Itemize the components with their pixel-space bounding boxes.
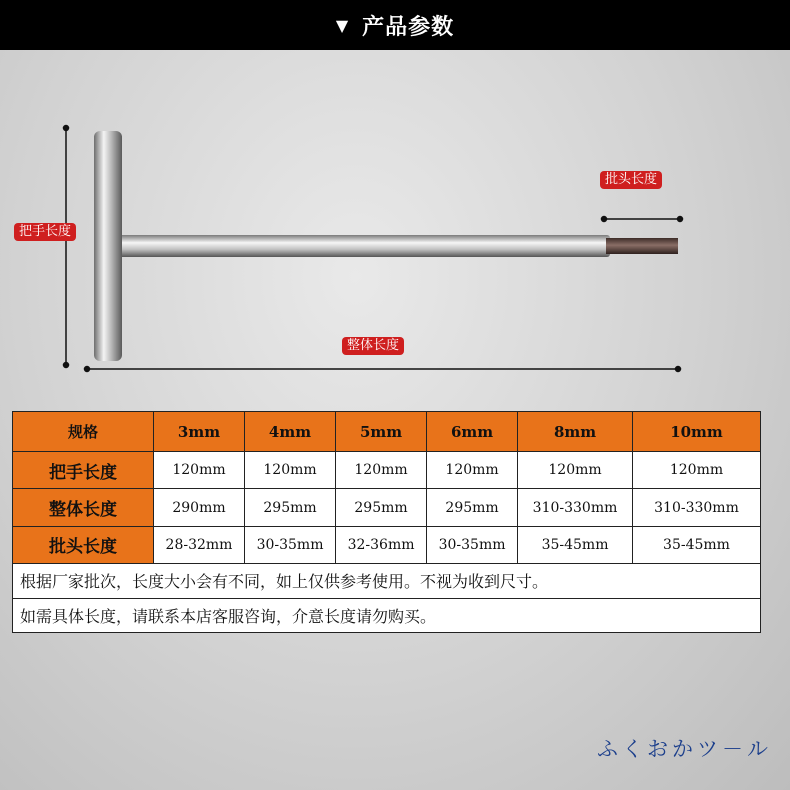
- row-label: 整体长度: [13, 489, 154, 526]
- triangle-down-icon: ▼: [335, 15, 349, 35]
- row-label: 批头长度: [13, 526, 154, 563]
- table-row: [13, 489, 761, 526]
- note-text: 根据厂家批次，长度大小会有不同，如上仅供参考使用。不视为收到尺寸。: [13, 564, 761, 598]
- size-cell: 6mm: [427, 412, 518, 452]
- size-cell: 10mm: [633, 412, 761, 452]
- value-cell: 35-45mm: [518, 526, 633, 563]
- value-cell: 120mm: [427, 452, 518, 489]
- value-cell: 310-330mm: [633, 489, 761, 526]
- value-cell: 310-330mm: [518, 489, 633, 526]
- value-cell: 295mm: [427, 489, 518, 526]
- section-title: 产品参数: [362, 14, 455, 40]
- value-cell: 120mm: [336, 452, 427, 489]
- note-row: [13, 564, 761, 598]
- brand-logo-text: ふくおかツ－ル: [597, 737, 772, 761]
- row-label: 把手长度: [13, 452, 154, 489]
- value-cell: 295mm: [245, 489, 336, 526]
- value-cell: 120mm: [154, 452, 245, 489]
- wrench-bit: [606, 238, 678, 254]
- table-header-row: [13, 412, 761, 452]
- spec-head-cell: 规格: [13, 412, 154, 452]
- value-cell: 35-45mm: [633, 526, 761, 563]
- overall-length-label: 整体长度: [342, 337, 404, 355]
- bit-length-dimension: [602, 217, 683, 222]
- value-cell: 290mm: [154, 489, 245, 526]
- handle-length-dimension: [64, 126, 69, 368]
- wrench-handle: [94, 131, 122, 361]
- table-row: [13, 526, 761, 563]
- wrench-shaft: [110, 235, 610, 257]
- value-cell: 32-36mm: [336, 526, 427, 563]
- value-cell: 30-35mm: [245, 526, 336, 563]
- value-cell: 120mm: [518, 452, 633, 489]
- size-cell: 5mm: [336, 412, 427, 452]
- note-text: 如需具体长度，请联系本店客服咨询，介意长度请勿购买。: [13, 598, 761, 633]
- size-cell: 8mm: [518, 412, 633, 452]
- handle-length-label: 把手长度: [14, 223, 76, 241]
- note-row: [13, 598, 761, 633]
- value-cell: 120mm: [633, 452, 761, 489]
- value-cell: 295mm: [336, 489, 427, 526]
- table-row: [13, 452, 761, 489]
- overall-length-dimension: [85, 367, 681, 372]
- value-cell: 30-35mm: [427, 526, 518, 563]
- size-cell: 3mm: [154, 412, 245, 452]
- bit-length-label: 批头长度: [600, 171, 662, 189]
- value-cell: 120mm: [245, 452, 336, 489]
- size-cell: 4mm: [245, 412, 336, 452]
- value-cell: 28-32mm: [154, 526, 245, 563]
- spec-table: [12, 411, 761, 633]
